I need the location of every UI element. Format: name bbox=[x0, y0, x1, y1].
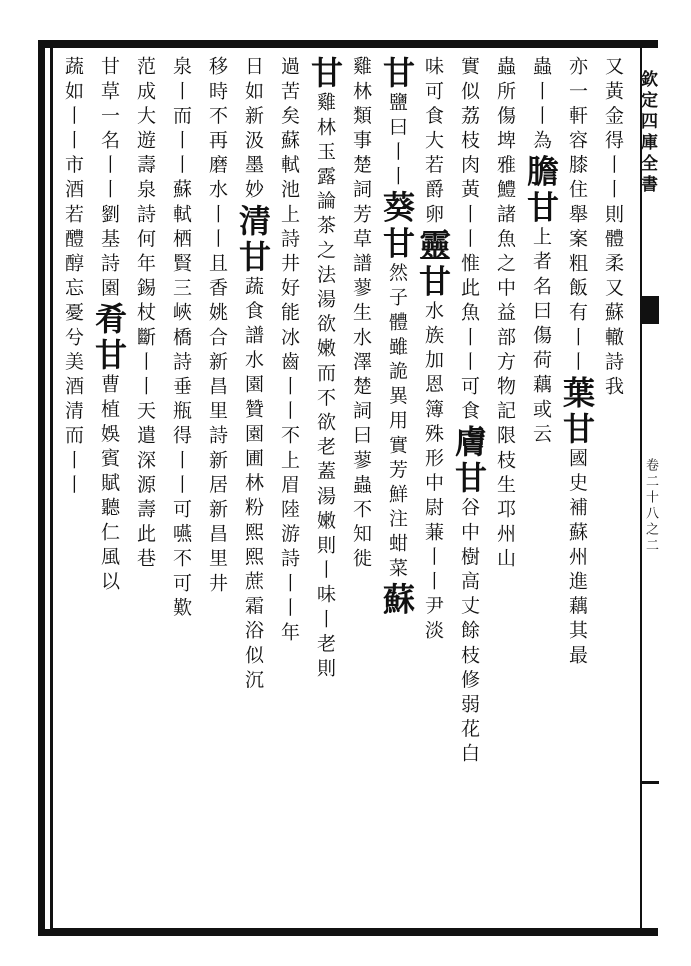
headword: 肴甘 bbox=[90, 302, 128, 374]
headword: 靈甘 bbox=[414, 228, 452, 301]
column-text: 忘憂兮美酒清而丨丨 bbox=[62, 277, 84, 499]
fishtail-mark bbox=[640, 296, 659, 324]
headword: 膚甘 bbox=[450, 425, 488, 498]
column-text: 范成大遊壽泉詩何年錫杖斷丨丨天遣深源壽此巷 bbox=[134, 56, 156, 573]
text-column-6 bbox=[414, 56, 452, 916]
column-text: 蔬如丨丨市酒若醴醇 bbox=[62, 56, 84, 278]
headword: 甘 bbox=[306, 56, 344, 92]
column-text: 實似荔枝肉黃丨丨 bbox=[458, 56, 480, 253]
headword: 葉甘 bbox=[558, 375, 596, 448]
column-text: 鹽曰丨丨 bbox=[386, 92, 408, 191]
column-text: 水丨丨且香姚合新昌里詩新居新昌里井 bbox=[206, 179, 228, 598]
column-text: 埤雅鱧諸魚之中益部方物記限枝生邛州山 bbox=[494, 129, 516, 573]
column-text: 蟲所傷 bbox=[494, 56, 516, 130]
column-text: 雞林玉露論茶之法湯欲嫩而不欲老蓋湯嫩則丨味丨老則 bbox=[314, 92, 336, 683]
column-text: 水族加恩簿殊形中尉蒹丨丨尹淡 bbox=[422, 300, 444, 645]
column-text: 然子體雖詭異用實芳鮮注蚶菜 bbox=[386, 262, 408, 583]
column-text: 又黃金得丨丨則體柔又蘇轍詩我 bbox=[602, 56, 624, 401]
text-column-10 bbox=[274, 56, 304, 916]
text-column-9 bbox=[306, 56, 344, 916]
headword: 蘇 bbox=[378, 582, 416, 619]
text-column-1 bbox=[598, 56, 628, 916]
column-text: 雞林類事 bbox=[350, 56, 372, 155]
text-column-16 bbox=[58, 56, 88, 916]
column-text: 日如新汲墨妙 bbox=[242, 56, 264, 204]
column-text: 楚詞芳草譜蓼生水澤楚詞曰蓼蟲不知徙 bbox=[350, 154, 372, 573]
column-text: 蔬食譜水園贊園圃林粉熙熙蔗霜浴似沉 bbox=[242, 275, 264, 694]
column-text: 蟲丨丨為 bbox=[530, 56, 552, 155]
text-column-3 bbox=[522, 56, 560, 916]
inner-border-left bbox=[50, 48, 53, 929]
column-text: 國史補蘇州進藕其最 bbox=[566, 447, 588, 670]
column-text: 甘草一名丨丨劉基詩園 bbox=[98, 56, 120, 302]
text-column-13 bbox=[166, 56, 196, 916]
headword: 甘 bbox=[378, 56, 416, 92]
text-column-12 bbox=[202, 56, 232, 916]
text-column-2 bbox=[558, 56, 596, 916]
text-column-5 bbox=[450, 56, 488, 916]
text-column-11 bbox=[234, 56, 272, 916]
center-spine bbox=[637, 48, 659, 936]
headword: 清甘 bbox=[234, 203, 272, 276]
spine-volume-label: 卷二十八之二 bbox=[643, 458, 658, 554]
text-column-7 bbox=[378, 56, 416, 916]
text-column-15 bbox=[90, 56, 128, 916]
column-text: 味可食大若爵卵 bbox=[422, 56, 444, 229]
headword: 膽甘 bbox=[522, 154, 560, 227]
fishtail-mark-lower bbox=[640, 781, 659, 784]
column-text: 惟此魚丨丨可食 bbox=[458, 252, 480, 426]
column-text: 谷中樹高丈餘枝修弱花白 bbox=[458, 497, 480, 768]
column-text: 泉丨而丨丨蘇軾栖賢三峽橋詩垂瓶得丨丨可嚥不可歎 bbox=[170, 56, 192, 622]
inner-border-bottom bbox=[50, 928, 658, 930]
text-column-4 bbox=[490, 56, 520, 916]
text-column-14 bbox=[130, 56, 160, 916]
column-text: 曹植娛賓賦聽仁風以 bbox=[98, 374, 120, 596]
column-text: 移時不再磨 bbox=[206, 56, 228, 179]
headword: 葵甘 bbox=[378, 190, 416, 263]
text-column-8 bbox=[346, 56, 376, 916]
column-text: 上者名曰傷荷藕或云 bbox=[530, 226, 552, 448]
column-text: 亦一軒容膝住舉案粗飯有丨丨 bbox=[566, 56, 588, 376]
spine-book-title: 欽定四庫全書 bbox=[637, 70, 657, 196]
column-text: 過苦矣蘇軾池上詩井好能冰齒丨丨不上眉陸游詩丨丨年 bbox=[278, 56, 300, 647]
